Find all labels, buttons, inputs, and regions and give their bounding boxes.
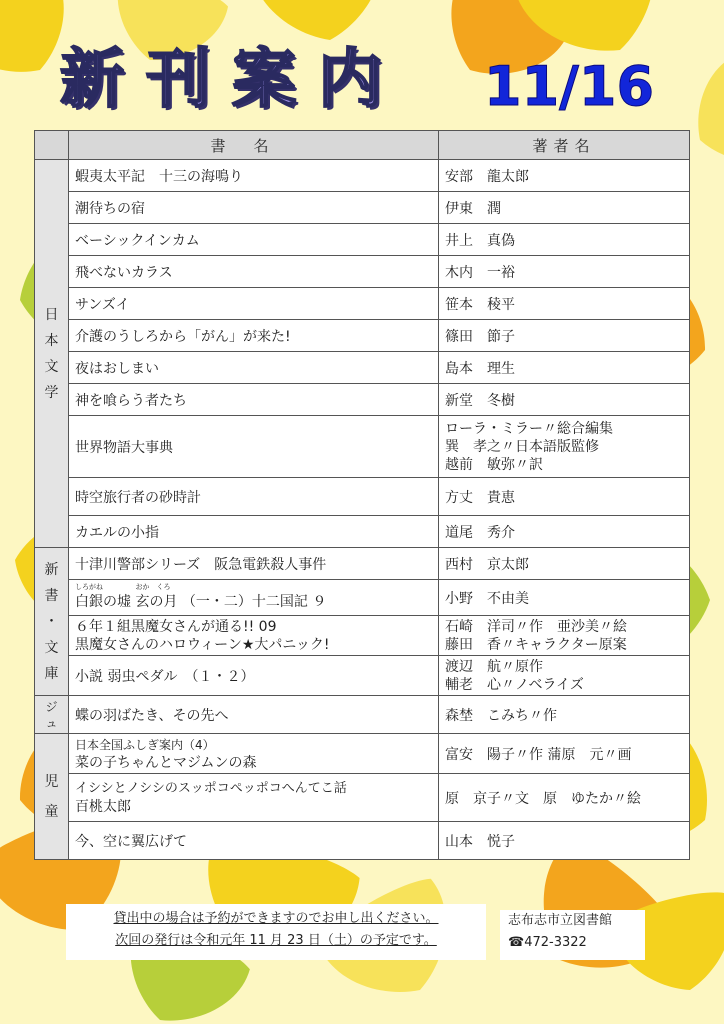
table-row xyxy=(35,580,690,616)
table-row xyxy=(35,160,690,192)
table-row xyxy=(35,288,690,320)
table-row xyxy=(35,478,690,516)
title-line: 百桃太郎 xyxy=(75,798,131,815)
book-author xyxy=(439,416,690,478)
book-title: 小説 弱虫ペダル （１・２） xyxy=(69,656,439,696)
book-title: 神を喰らう者たち xyxy=(69,384,439,416)
book-title: 十津川警部シリーズ 阪急電鉄殺人事件 xyxy=(69,548,439,580)
author-line: 藤田 香〃キャラクター原案 xyxy=(445,636,627,653)
page-title: 新刊案内 xyxy=(60,43,404,117)
book-author: 安部 龍太郎 xyxy=(439,160,690,192)
category-label: ジ ュ xyxy=(45,699,58,730)
book-title: 蝦夷太平記 十三の海鳴り xyxy=(69,160,439,192)
new-books-table xyxy=(34,130,690,860)
table-row xyxy=(35,616,690,656)
book-author: 木内 一裕 xyxy=(439,256,690,288)
table-row xyxy=(35,256,690,288)
table-row xyxy=(35,384,690,416)
book-title: ベーシックインカム xyxy=(69,224,439,256)
book-author: 島本 理生 xyxy=(439,352,690,384)
author-line: ローラ・ミラー〃総合編集 xyxy=(445,420,613,437)
book-author: 富安 陽子〃作 蒲原 元〃画 xyxy=(439,734,690,774)
book-author: 山本 悦子 xyxy=(439,822,690,860)
book-title: 潮待ちの宿 xyxy=(69,192,439,224)
book-title: 夜はおしまい xyxy=(69,352,439,384)
author-line: 渡辺 航〃原作 xyxy=(445,658,543,675)
book-author: 小野 不由美 xyxy=(439,580,690,616)
book-title: サンズイ xyxy=(69,288,439,320)
table-row xyxy=(35,516,690,548)
category-shinsho-bunko xyxy=(35,548,69,696)
book-title xyxy=(69,616,439,656)
table-row xyxy=(35,696,690,734)
notice-line-next-issue: 次回の発行は令和元年 11 月 23 日（土）の予定です。 xyxy=(115,933,437,948)
book-title: 蝶の羽ばたき、その先へ xyxy=(69,696,439,734)
issue-date: 11/16 xyxy=(484,55,655,118)
book-title: 今、空に翼広げて xyxy=(69,822,439,860)
book-title xyxy=(69,774,439,822)
book-author xyxy=(439,616,690,656)
table-row xyxy=(35,224,690,256)
book-author: 西村 京太郎 xyxy=(439,548,690,580)
book-author: 原 京子〃文 原 ゆたか〃絵 xyxy=(439,774,690,822)
table-header-row xyxy=(35,131,690,160)
category-label: 児 童 xyxy=(44,773,59,820)
library-contact xyxy=(500,910,645,960)
table-row xyxy=(35,656,690,696)
book-author: 方丈 貴恵 xyxy=(439,478,690,516)
author-line: 石崎 洋司〃作 亜沙美〃絵 xyxy=(445,618,627,635)
title-line: ６年１組黒魔女さんが通る!! 09 xyxy=(75,618,277,635)
notice-line-reservation: 貸出中の場合は予約ができますのでお申し出ください。 xyxy=(113,911,439,926)
header-title xyxy=(60,40,700,130)
title-line: 日本全国ふしぎ案内（4） xyxy=(75,737,215,752)
book-author: 笹本 稜平 xyxy=(439,288,690,320)
table-row xyxy=(35,774,690,822)
book-title: 飛べないカラス xyxy=(69,256,439,288)
library-name: 志布志市立図書館 xyxy=(508,913,613,928)
book-author: 新堂 冬樹 xyxy=(439,384,690,416)
category-jido xyxy=(35,734,69,860)
footer-notice xyxy=(66,904,486,960)
title-line: 黒魔女さんのハロウィーン★大パニック! xyxy=(75,636,330,653)
book-author: 篠田 節子 xyxy=(439,320,690,352)
category-label: 新 書 ・ 文 庫 xyxy=(44,561,59,682)
book-title xyxy=(69,734,439,774)
book-title: 世界物語大事典 xyxy=(69,416,439,478)
category-nihon-bungaku xyxy=(35,160,69,548)
title-line: 菜の子ちゃんとマジムンの森 xyxy=(75,754,257,771)
title-column-header: 書名 xyxy=(69,131,439,160)
author-line: 巽 孝之〃日本語版監修 xyxy=(445,438,599,455)
title-line: イシシとノシシのスッポコペッポコへんてこ話 xyxy=(75,780,347,796)
book-title: 時空旅行者の砂時計 xyxy=(69,478,439,516)
author-line: 輔老 心〃ノベライズ xyxy=(445,676,584,693)
table-row xyxy=(35,734,690,774)
table-row xyxy=(35,416,690,478)
book-author: 森埜 こみち〃作 xyxy=(439,696,690,734)
table-row xyxy=(35,352,690,384)
book-title: しろがね 白銀の墟 おか くろ 玄の月 （一・二）十二国記 ９ xyxy=(69,580,439,616)
table-row xyxy=(35,822,690,860)
corner-cell xyxy=(35,131,69,160)
book-title: 介護のうしろから「がん」が来た! xyxy=(69,320,439,352)
book-author: 井上 真偽 xyxy=(439,224,690,256)
library-phone: ☎472-3322 xyxy=(508,935,587,950)
book-author: 伊東 潤 xyxy=(439,192,690,224)
author-line: 越前 敏弥〃訳 xyxy=(445,456,543,473)
table-row xyxy=(35,320,690,352)
category-junior xyxy=(35,696,69,734)
author-column-header: 著者名 xyxy=(439,131,690,160)
table-row xyxy=(35,192,690,224)
book-author: 道尾 秀介 xyxy=(439,516,690,548)
book-title: カエルの小指 xyxy=(69,516,439,548)
category-label: 日 本 文 学 xyxy=(44,306,59,401)
table-row xyxy=(35,548,690,580)
book-author xyxy=(439,656,690,696)
